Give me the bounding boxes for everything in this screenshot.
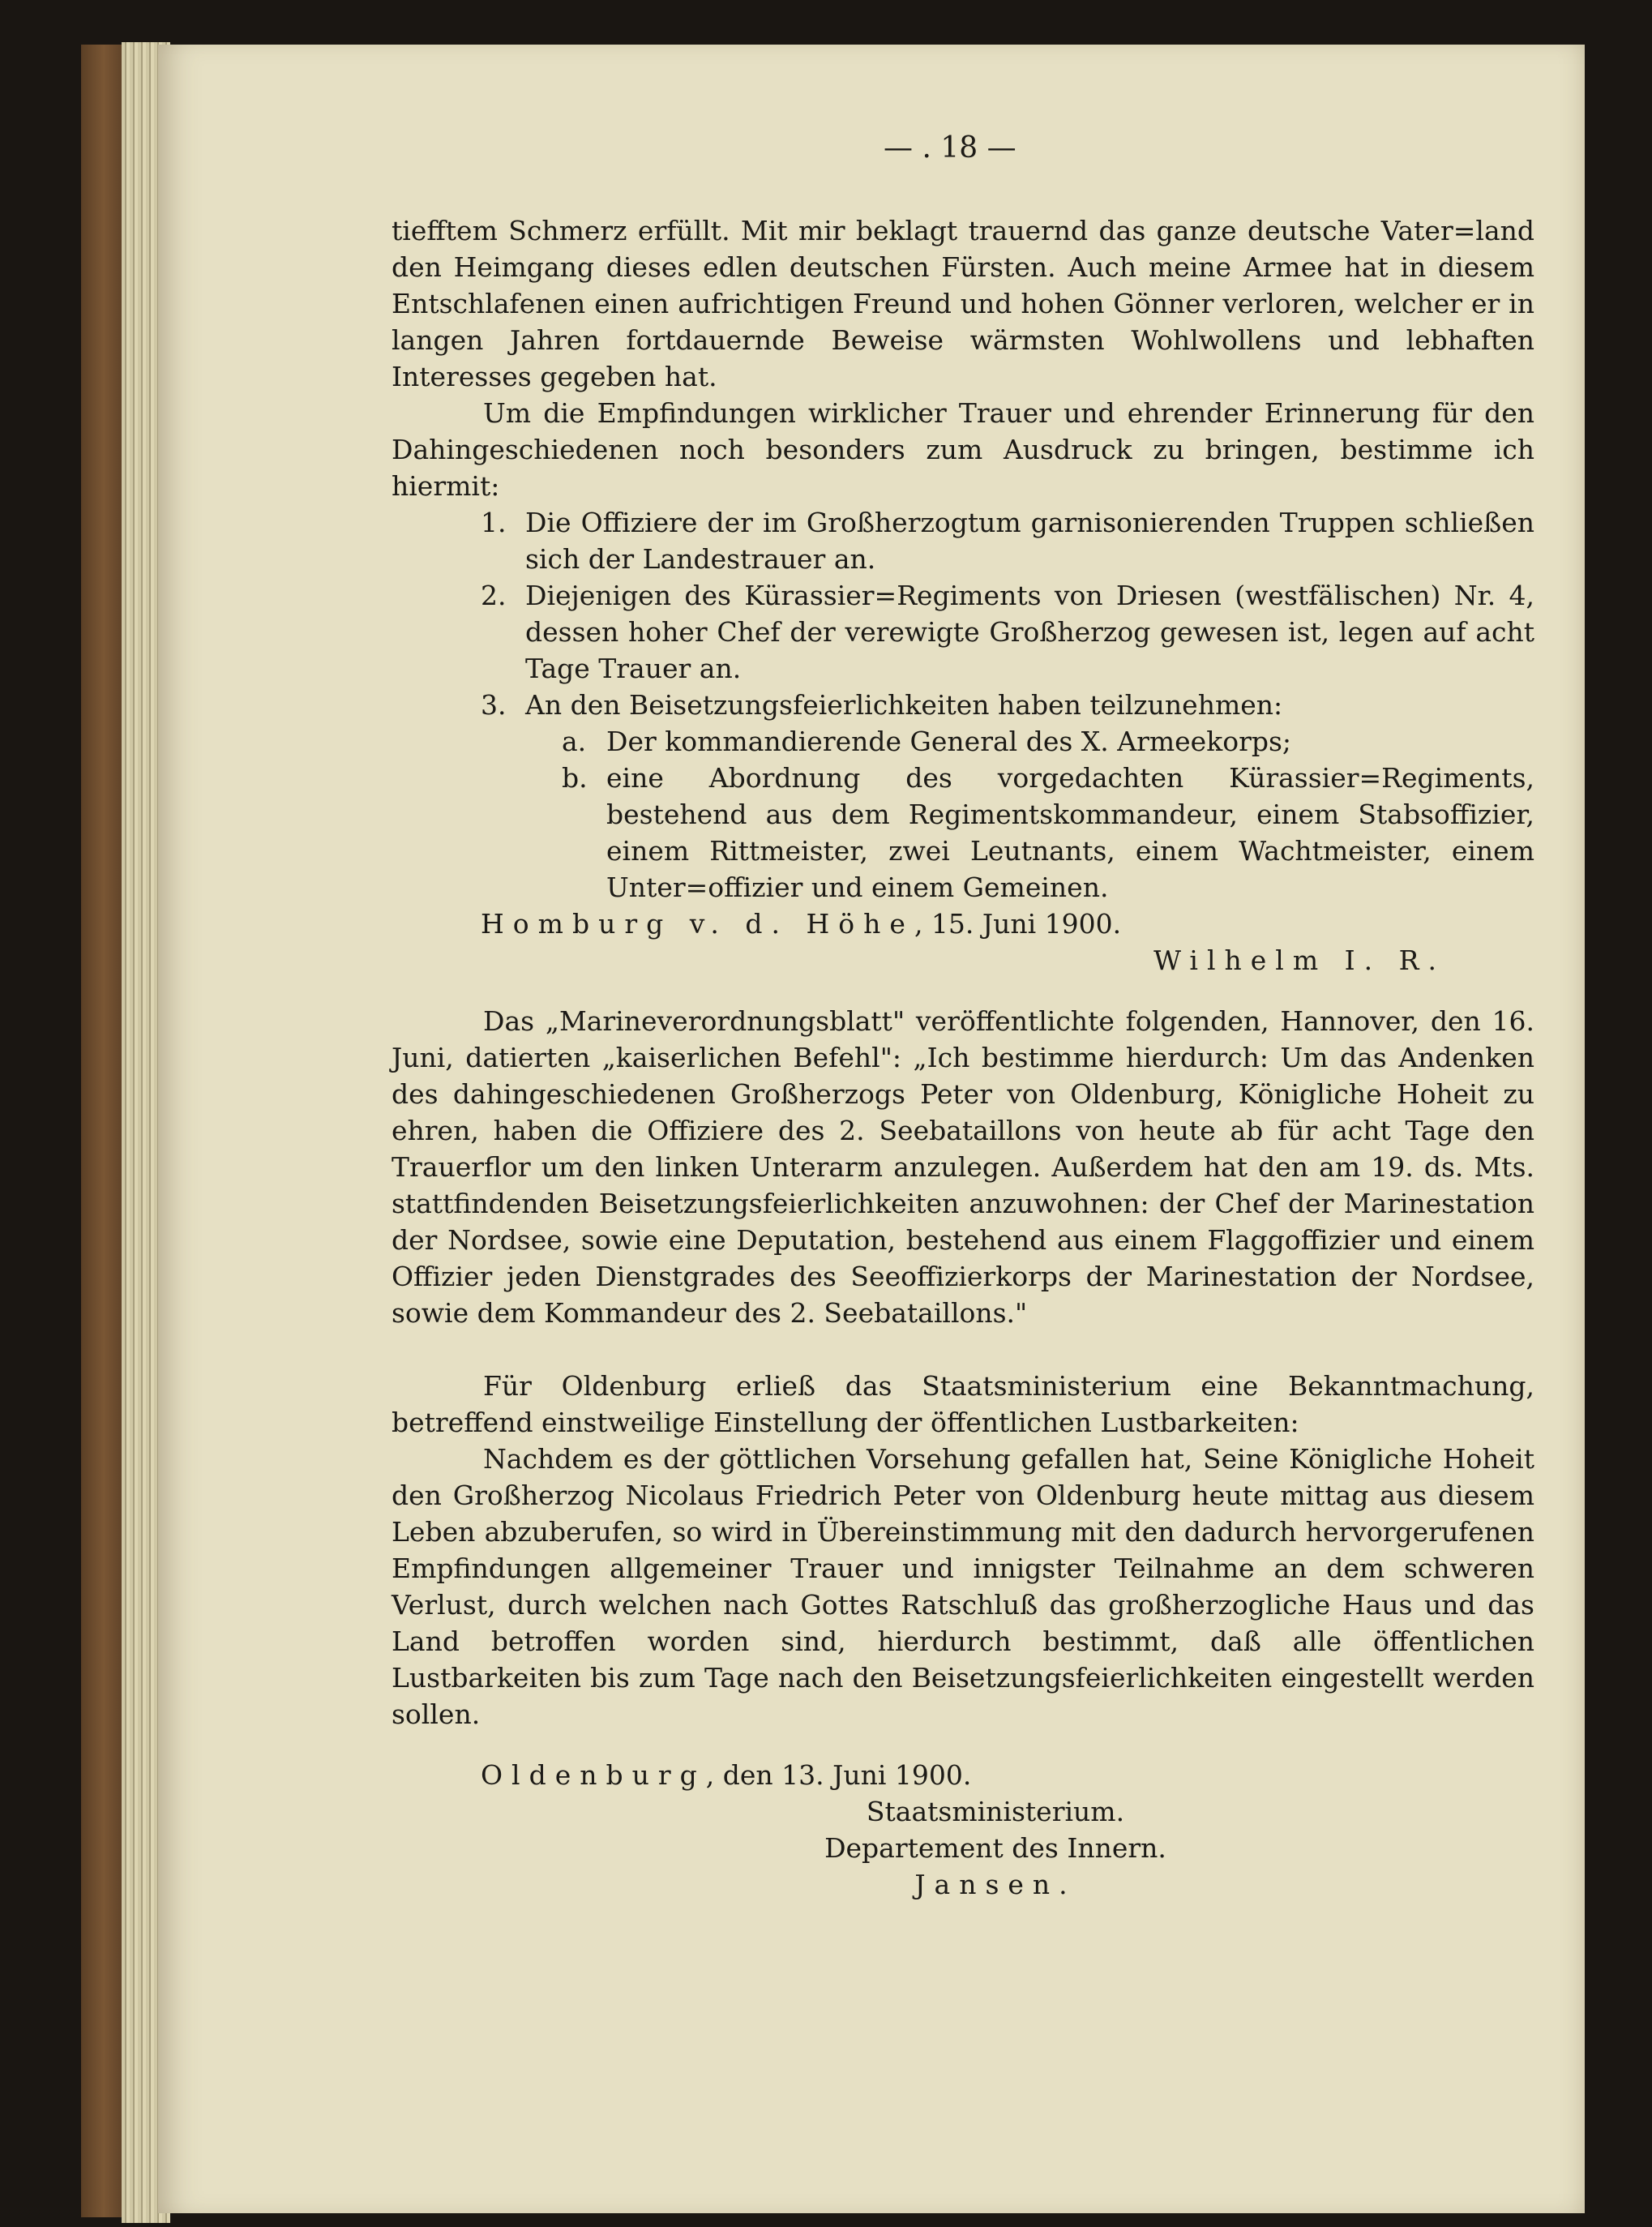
list-number: 1. xyxy=(481,507,507,538)
sublist-item xyxy=(562,723,1534,760)
list-text: An den Beisetzungsfeierlichkeiten haben teilzunehmen: xyxy=(525,689,1283,721)
list-number: 3. xyxy=(481,689,507,721)
paragraph-4: Für Oldenburg erließ das Staatsministerium eine Bekanntmachung, betreffend einstweilige Einstellung der öffentlichen Lustbarkeiten: xyxy=(392,1370,1534,1438)
place-name: Oldenburg xyxy=(481,1759,706,1791)
sublist-text: eine Abordnung des vorgedachten Kürassier=Regiments, bestehend aus dem Regimentskommandeur, einem Stabsoffizier, einem Rittmeister, zwei Leutnants, einem Wachtmeister, einem Unter=offizier und einem Gemeinen. xyxy=(606,762,1534,903)
sublist-letter: a. xyxy=(562,726,587,757)
paragraph-1: tiefftem Schmerz erfüllt. Mit mir beklagt trauernd das ganze deutsche Vater=land den Heimgang dieses edlen deutschen Fürsten. Auch meine Armee hat in diesem Entschlafenen einen aufrichtigen Freund und hohen Gönner verloren, welcher er in langen Jahren fortdauernde Beweise wärmsten Wohlwollens und lebhaften Interesses gegeben hat. xyxy=(392,215,1534,392)
list-text: Die Offiziere der im Großherzogtum garnisonierenden Truppen schließen sich der Landestrauer an. xyxy=(525,507,1534,575)
sublist-text: Der kommandierende General des X. Armeekorps; xyxy=(606,726,1292,757)
sublist-letter: b. xyxy=(562,762,588,794)
spacer xyxy=(392,1732,1534,1757)
closing-department: Departement des Innern. xyxy=(824,1832,1166,1864)
signature-1: Wilhelm I. R. xyxy=(1153,944,1445,976)
list-item xyxy=(481,687,1534,723)
date-text: , 15. Juni 1900. xyxy=(914,908,1122,940)
list-number: 2. xyxy=(481,580,507,611)
list-item xyxy=(481,577,1534,687)
spacer xyxy=(392,1331,1534,1368)
list-item xyxy=(481,504,1534,577)
page-number: — . 18 — xyxy=(884,131,1016,165)
closing-signature: Jansen. xyxy=(914,1869,1076,1900)
place-date-1 xyxy=(481,906,1534,942)
place-date-2 xyxy=(481,1757,1534,1793)
page-text xyxy=(392,212,1534,1903)
paragraph-2: Um die Empfindungen wirklicher Trauer und ehrender Erinnerung für den Dahingeschiedenen noch besonders zum Ausdruck zu bringen, bestimme ich hiermit: xyxy=(392,397,1534,502)
paragraph-3: Das „Marineverordnungsblatt" veröffentlichte folgenden, Hannover, den 16. Juni, datierten „kaiserlichen Befehl": „Ich bestimme hierdurch: Um das Andenken des dahingeschiedenen Großherzogs Peter von Oldenburg, Königliche Hoheit zu ehren, haben die Offiziere des 2. Seebataillons von heute ab für acht Tage den Trauerflor um den linken Unterarm anzulegen. Außerdem hat den am 19. ds. Mts. stattfindenden Beisetzungsfeierlichkeiten anzuwohnen: der Chef der Marinestation der Nordsee, sowie eine Deputation, bestehend aus einem Flaggoffizier und einem Offizier jeden Dienstgrades des Seeoffizierkorps der Marinestation der Nordsee, sowie dem Kommandeur des 2. Seebataillons." xyxy=(392,1005,1534,1329)
date-text: , den 13. Juni 1900. xyxy=(705,1759,972,1791)
paragraph-5: Nachdem es der göttlichen Vorsehung gefallen hat, Seine Königliche Hoheit den Großherzog Nicolaus Friedrich Peter von Oldenburg heute mittag aus diesem Leben abzuberufen, so wird in Übereinstimmung mit den dadurch hervorgerufenen Empfindungen allgemeiner Trauer und innigster Teilnahme an dem schweren Verlust, durch welchen nach Gottes Ratschluß das großherzogliche Haus und das Land betroffen worden sind, hierdurch bestimmt, daß alle öffentlichen Lustbarkeiten bis zum Tage nach den Beisetzungsfeierlichkeiten eingestellt werden sollen. xyxy=(392,1443,1534,1730)
place-name: Homburg v. d. Höhe xyxy=(481,908,914,940)
closing-ministry: Staatsministerium. xyxy=(866,1796,1125,1827)
spacer xyxy=(392,979,1534,1003)
list-text: Diejenigen des Kürassier=Regiments von Driesen (westfälischen) Nr. 4, dessen hoher Chef der verewigte Großherzog gewesen ist, legen auf acht Tage Trauer an. xyxy=(525,580,1534,684)
sublist-item xyxy=(562,760,1534,906)
